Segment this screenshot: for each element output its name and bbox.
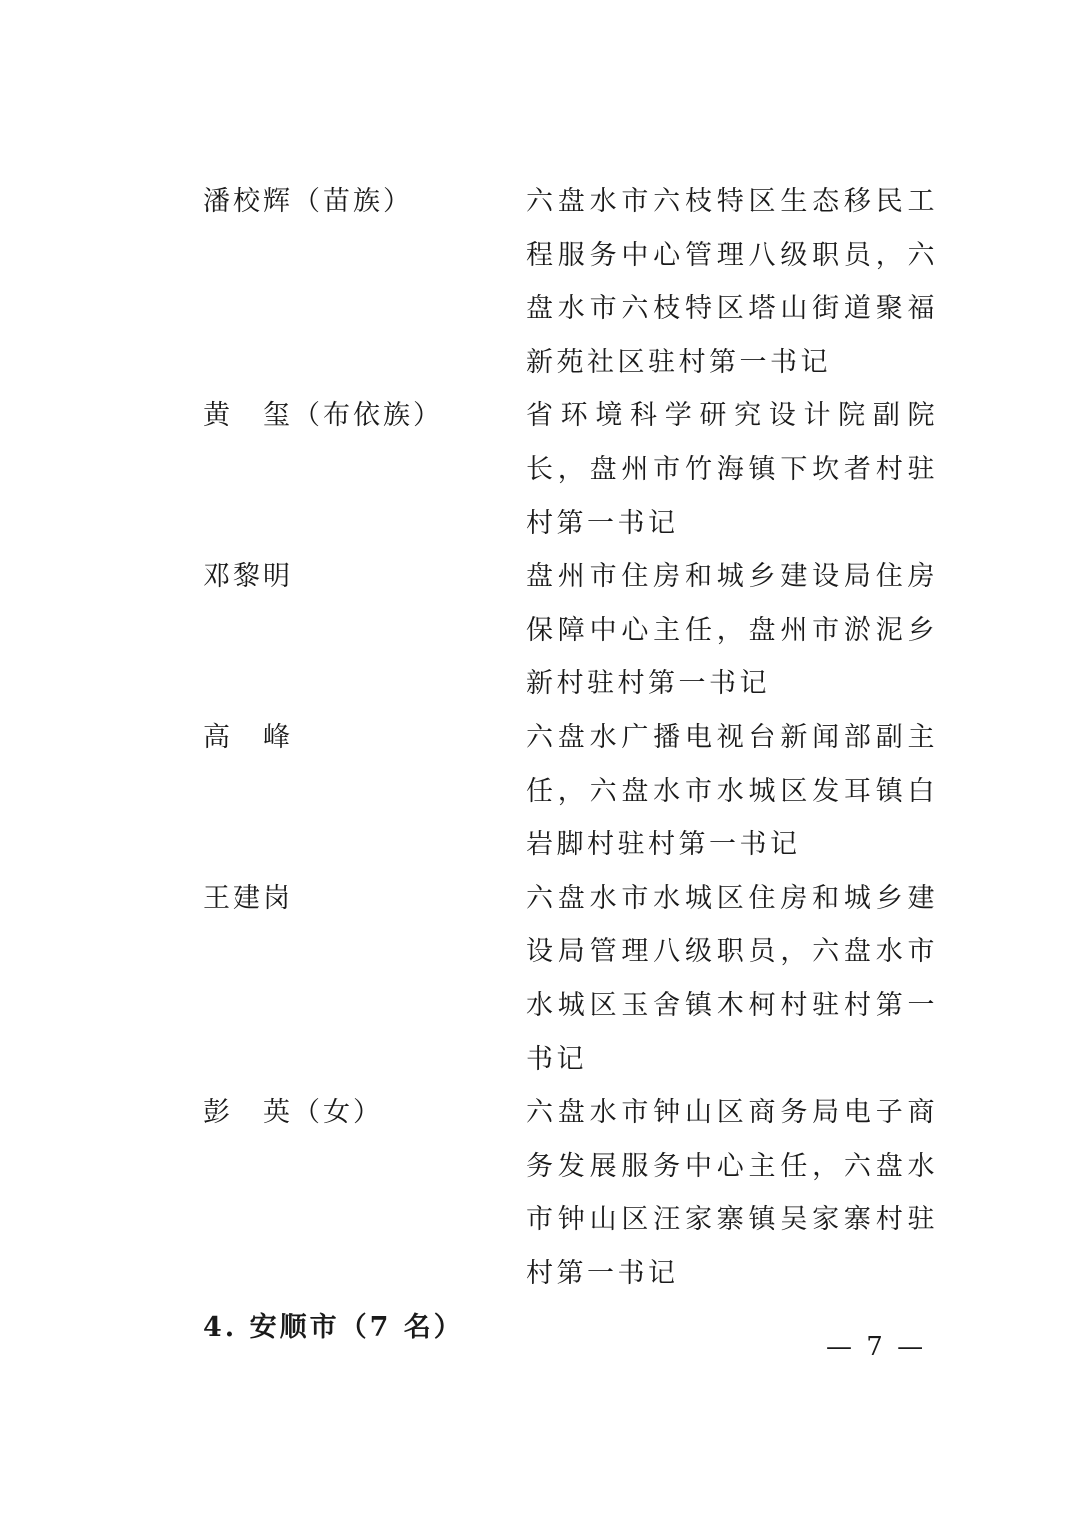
person-name: 高 峰	[203, 721, 293, 753]
person-name: 邓黎明	[203, 561, 293, 593]
person-name: 黄 玺（布依族）	[203, 400, 443, 432]
person-name: 潘校辉（苗族）	[203, 186, 413, 217]
list-item	[203, 550, 943, 711]
personnel-list	[203, 175, 943, 1300]
person-name: 彭 英（女）	[203, 1097, 383, 1129]
list-item	[203, 389, 943, 550]
person-position: 省环境科学研究设计院副院长，盘州市竹海镇下坎者村驻村第一书记	[526, 400, 938, 539]
person-position: 六盘水市六枝特区生态移民工程服务中心管理八级职员，六盘水市六枝特区塔山街道聚福新苑社区驻村第一书记	[526, 186, 938, 378]
person-position: 六盘水市水城区住房和城乡建设局管理八级职员，六盘水市水城区玉舍镇木柯村驻村第一书记	[526, 882, 938, 1075]
list-item	[203, 175, 943, 389]
person-position: 六盘水广播电视台新闻部副主任，六盘水市水城区发耳镇白岩脚村驻村第一书记	[526, 721, 938, 861]
list-item	[203, 872, 943, 1086]
page-number: — 7 —	[826, 1332, 927, 1362]
person-name: 王建岗	[203, 882, 293, 914]
list-item	[203, 711, 943, 872]
person-position: 六盘水市钟山区商务局电子商务发展服务中心主任，六盘水市钟山区汪家寨镇吴家寨村驻村第一书记	[526, 1097, 938, 1289]
section-heading: 4. 安顺市（7 名）	[203, 1312, 464, 1343]
list-item	[203, 1086, 943, 1300]
person-position: 盘州市住房和城乡建设局住房保障中心主任，盘州市淤泥乡新村驻村第一书记	[526, 561, 938, 700]
